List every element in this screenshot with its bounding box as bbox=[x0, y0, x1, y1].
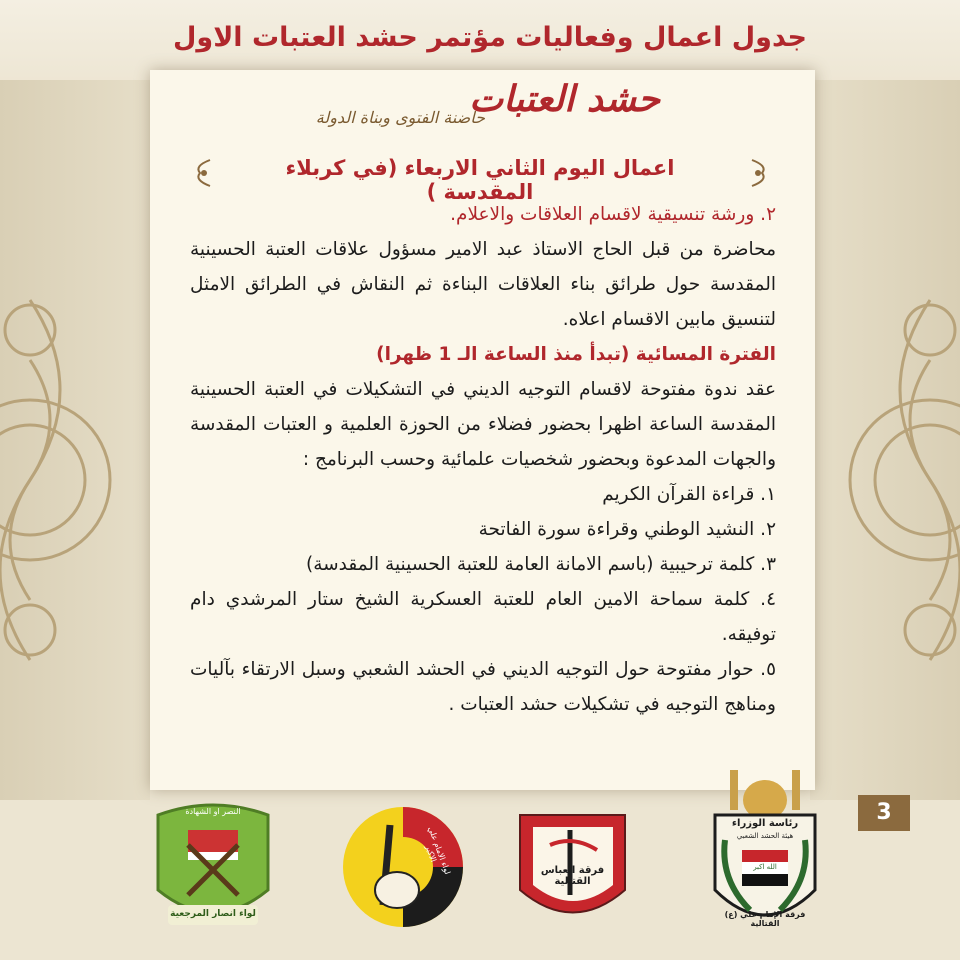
logo2-text: لواء الامام علي الاكبر bbox=[423, 825, 453, 876]
logo-abbas-division bbox=[505, 795, 640, 935]
logo1-top-text: النصر او الشهادة bbox=[185, 807, 241, 816]
right-bracket-ornament bbox=[746, 158, 772, 188]
evening-body: عقد ندوة مفتوحة لاقسام التوجيه الديني في التشكيلات في العتبة الحسينية المقدسة الساعة اظهرا بحضور فضلاء من الحوزة العلمية و العتبات المقدسة والجهات المدعوة وبحضور شخصيات علمائية وحسب البرنامج : bbox=[190, 379, 776, 470]
logo-ansar-almarjaiya bbox=[148, 795, 278, 935]
right-arabesque-ornament bbox=[840, 240, 960, 720]
footer-logos bbox=[0, 795, 960, 960]
logo3-text: فرقة العباس القتالية bbox=[540, 865, 605, 887]
page-title: جدول اعمال وفعاليات مؤتمر حشد العتبات الاول bbox=[172, 22, 808, 53]
page-number: 3 bbox=[858, 795, 910, 831]
program-item-4: ٤. كلمة سماحة الامين العام للعتبة العسكرية الشيخ ستار المرشدي دام توفيقه. bbox=[190, 589, 776, 645]
brand-subtitle: حاضنة الفتوى وبناة الدولة bbox=[315, 108, 485, 127]
left-arabesque-ornament bbox=[0, 240, 120, 720]
day-heading: اعمال اليوم الثاني الاربعاء (في كربلاء المقدسة ) bbox=[285, 156, 675, 204]
program-item-2: ٢. النشيد الوطني وقراءة سورة الفاتحة bbox=[478, 519, 776, 540]
item2-title: ٢. ورشة تنسيقية لاقسام العلاقات والاعلام. bbox=[450, 204, 776, 225]
logo4-sub-text: هيئة الحشد الشعبي bbox=[736, 832, 794, 840]
item2-body: محاضرة من قبل الحاج الاستاذ عبد الامير مسؤول علاقات العتبة الحسينية المقدسة حول طرائق بناء العلاقات البناءة ثم النقاش في الطرائق الامثل لتنسيق مابين الاقسام اعلاه. bbox=[190, 239, 776, 330]
program-item-5: ٥. حوار مفتوحة حول التوجيه الديني في الحشد الشعبي وسبل الارتقاء بآليات ومناهج التوجيه في تشكيلات حشد العتبات . bbox=[190, 659, 776, 715]
logo-ali-alakbar bbox=[335, 795, 470, 935]
program-item-1: ١. قراءة القرآن الكريم bbox=[602, 484, 776, 505]
left-bracket-ornament bbox=[190, 158, 216, 188]
logo4-flag-text: الله اكبر bbox=[753, 863, 777, 871]
logo4-top-text: رئاسة الوزراء bbox=[731, 818, 799, 829]
agenda-content bbox=[190, 197, 776, 722]
program-item-3: ٣. كلمة ترحيبية (باسم الامانة العامة للعتبة الحسينية المقدسة) bbox=[306, 554, 776, 575]
logo4-bottom-text: فرقة الإمام علي (ع) القتالية bbox=[724, 910, 806, 928]
brand-logo bbox=[290, 78, 690, 143]
brand-main-text: حشد العتبات bbox=[469, 78, 660, 120]
logo-pmf-imam-ali-division bbox=[700, 770, 830, 940]
evening-heading: الفترة المسائية (تبدأ منذ الساعة الـ 1 ظهرا) bbox=[376, 344, 776, 365]
logo1-bottom-text: لواء انصار المرجعية bbox=[170, 909, 256, 919]
